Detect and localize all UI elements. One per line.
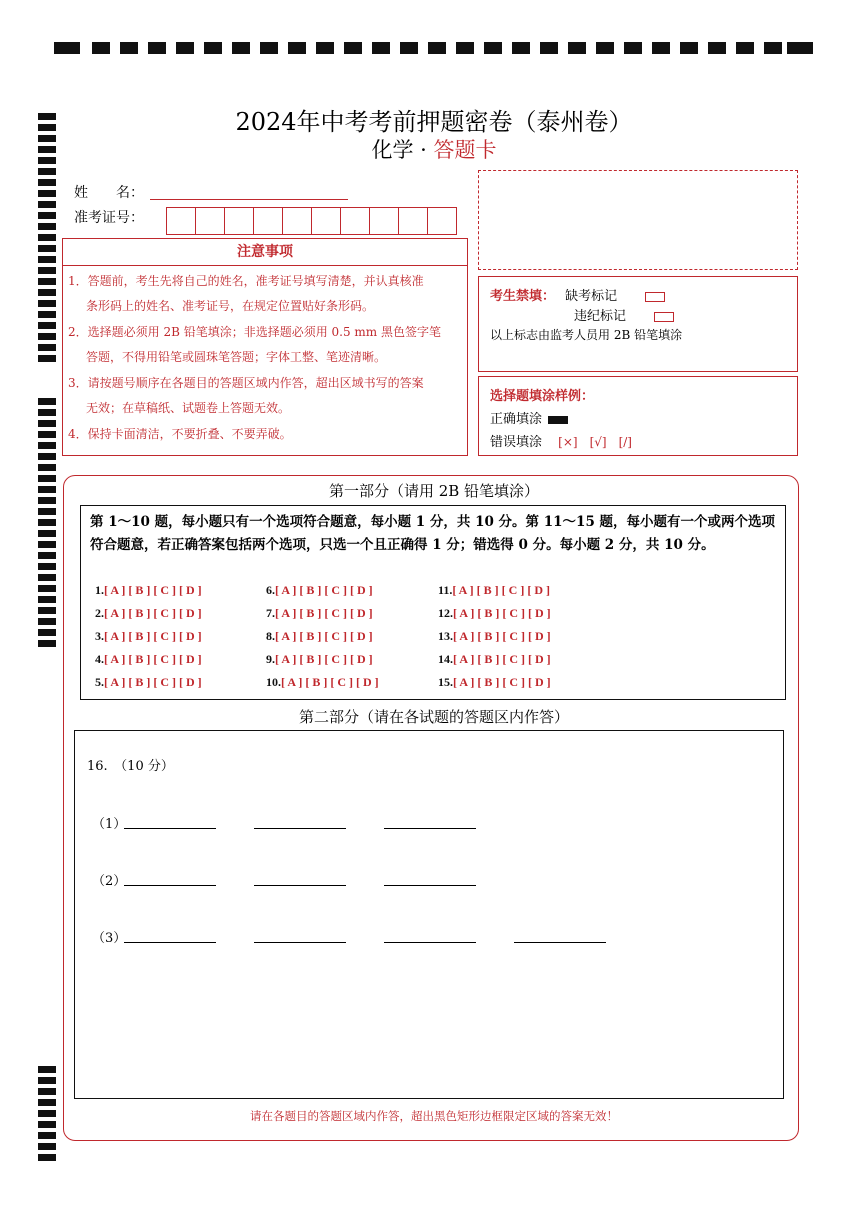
answer-blank[interactable] [124,828,216,829]
choice-question-row[interactable] [266,675,379,690]
id-digit-box[interactable] [283,208,312,234]
answer-options[interactable]: [ A ] [ B ] [ C ] [ D ] [104,606,202,620]
answer-options[interactable]: [ A ] [ B ] [ C ] [ D ] [453,652,551,666]
id-digit-box[interactable] [225,208,254,234]
sub-question-3-label: （3） [92,931,127,946]
footer-warning: 请在各题目的答题区域内作答，超出黑色矩形边框限定区域的答案无效！ [250,1109,618,1123]
answer-blank[interactable] [254,828,346,829]
timing-mark [260,42,278,54]
question-number: 13. [438,629,453,643]
answer-blank[interactable] [384,828,476,829]
timing-mark [38,552,56,559]
timing-mark [38,1132,56,1139]
timing-mark [38,420,56,427]
answer-options[interactable]: [ A ] [ B ] [ C ] [ D ] [104,629,202,643]
id-digit-box[interactable] [370,208,399,234]
choice-question-row[interactable] [95,583,202,598]
notice-line: 3．请按题号顺序在各题目的答题区域内作答，超出区域书写的答案 [68,376,424,390]
choice-question-row[interactable] [95,675,202,690]
timing-mark [38,640,56,647]
answer-blank[interactable] [124,885,216,886]
question-number: 5. [95,675,104,689]
timing-mark [596,42,614,54]
timing-mark [38,574,56,581]
answer-options[interactable]: [ A ] [ B ] [ C ] [ D ] [453,606,551,620]
timing-mark [568,42,586,54]
timing-mark [92,42,110,54]
timing-mark [38,1077,56,1084]
sub-question-2-label: （2） [92,874,127,889]
correct-fill-row [490,408,568,427]
notice-line: 条形码上的姓名、准考证号，在规定位置贴好条形码。 [86,299,375,313]
answer-options[interactable]: [ A ] [ B ] [ C ] [ D ] [452,583,550,597]
answer-options[interactable]: [ A ] [ B ] [ C ] [ D ] [104,675,202,689]
timing-mark [38,168,56,175]
part2-box [74,730,784,1099]
timing-mark [38,311,56,318]
choice-question-row[interactable] [438,606,551,621]
question-number: 10. [266,675,281,689]
timing-mark [38,464,56,471]
question-number: 3. [95,629,104,643]
forbidden-row-violation [574,305,674,324]
timing-mark [38,596,56,603]
id-digit-box[interactable] [167,208,196,234]
choice-question-row[interactable] [438,652,551,667]
timing-mark [456,42,474,54]
answer-options[interactable]: [ A ] [ B ] [ C ] [ D ] [453,675,551,689]
timing-mark [787,42,813,54]
correct-fill-label: 正确填涂 [490,412,543,427]
answer-blank[interactable] [514,942,606,943]
timing-mark [38,355,56,362]
notice-line: 2．选择题必须用 2B 铅笔填涂；非选择题必须用 0.5 mm 黑色签字笔 [68,325,442,339]
timing-mark [38,519,56,526]
timing-mark [38,278,56,285]
id-digit-box[interactable] [312,208,341,234]
question-number: 14. [438,652,453,666]
timing-mark [120,42,138,54]
timing-mark [38,201,56,208]
forbidden-note: 以上标志由监考人员用 2B 铅笔填涂 [490,328,683,342]
question-number: 11. [438,583,453,597]
timing-mark [38,398,56,405]
timing-mark [38,1154,56,1161]
id-digit-box[interactable] [341,208,370,234]
answer-options[interactable]: [ A ] [ B ] [ C ] [ D ] [275,583,373,597]
name-field[interactable] [150,199,348,200]
fill-example-title: 选择题填涂样例： [490,389,595,404]
page-title: 2024年中考考前押题密卷（泰州卷） [235,108,633,136]
timing-mark [652,42,670,54]
timing-mark [38,431,56,438]
timing-mark [372,42,390,54]
timing-marks-top [54,42,814,56]
filled-mark-icon [548,416,568,424]
timing-mark [764,42,782,54]
timing-mark [38,607,56,614]
question-number: 7. [266,606,275,620]
timing-mark [38,289,56,296]
timing-mark [148,42,166,54]
timing-mark [38,530,56,537]
forbidden-row-absent [490,285,665,304]
timing-mark [38,629,56,636]
timing-mark [708,42,726,54]
answer-options[interactable]: [ A ] [ B ] [ C ] [ D ] [275,652,373,666]
timing-mark [38,234,56,241]
choice-question-row[interactable] [438,583,550,598]
notice-header-box [62,238,468,266]
timing-mark [38,585,56,592]
choice-question-row[interactable] [95,606,202,621]
question-number: 1. [95,583,104,597]
timing-mark [176,42,194,54]
answer-blank[interactable] [254,885,346,886]
timing-mark [38,245,56,252]
id-digit-box[interactable] [399,208,428,234]
timing-mark [38,453,56,460]
timing-mark [484,42,502,54]
timing-mark [540,42,558,54]
question-number: 15. [438,675,453,689]
answer-options[interactable]: [ A ] [ B ] [ C ] [ D ] [281,675,379,689]
notice-line: 1．答题前，考生先将自己的姓名，准考证号填写清楚，并认真核准 [68,274,424,288]
id-digit-box[interactable] [254,208,283,234]
timing-mark [38,212,56,219]
question-number: 9. [266,652,275,666]
timing-mark [38,256,56,263]
notice-line: 无效；在草稿纸、试题卷上答题无效。 [86,401,291,415]
choice-question-row[interactable] [95,652,202,667]
answer-blank[interactable] [124,942,216,943]
answer-options[interactable]: [ A ] [ B ] [ C ] [ D ] [275,629,373,643]
sub-question-1-label: （1） [92,817,127,832]
timing-mark [38,563,56,570]
question-number: 2. [95,606,104,620]
question-16-label: 16. （10 分） [87,759,174,774]
id-label: 准考证号： [74,210,144,226]
question-number: 12. [438,606,453,620]
timing-mark [38,541,56,548]
answer-options[interactable]: [ A ] [ B ] [ C ] [ D ] [104,652,202,666]
timing-mark [38,267,56,274]
timing-mark [38,1143,56,1150]
choice-question-row[interactable] [266,629,373,644]
wrong-fill-marks: [×] [√] [/] [558,435,632,449]
violation-mark-box[interactable] [654,312,674,322]
timing-mark [38,333,56,340]
wrong-fill-row [490,431,632,450]
choice-question-row[interactable] [95,629,202,644]
timing-mark [38,409,56,416]
timing-mark [38,618,56,625]
timing-mark [232,42,250,54]
question-number: 6. [266,583,275,597]
notice-line: 答题，不得用铅笔或圆珠笔答题；字体工整、笔迹清晰。 [86,350,387,364]
timing-mark [38,1088,56,1095]
subtitle-answer-sheet: 答题卡 [433,138,497,162]
timing-mark [680,42,698,54]
timing-mark [38,179,56,186]
timing-mark [512,42,530,54]
timing-mark [38,223,56,230]
absent-label: 缺考标记 [565,289,618,304]
timing-mark [38,190,56,197]
timing-mark [736,42,754,54]
question-number: 4. [95,652,104,666]
answer-blank[interactable] [384,885,476,886]
answer-options[interactable]: [ A ] [ B ] [ C ] [ D ] [453,629,551,643]
timing-mark [400,42,418,54]
choice-question-row[interactable] [438,675,551,690]
timing-mark [38,442,56,449]
answer-options[interactable]: [ A ] [ B ] [ C ] [ D ] [104,583,202,597]
timing-mark [316,42,334,54]
part1-heading: 第一部分（请用 2B 铅笔填涂） [328,482,540,500]
id-digit-box[interactable] [428,208,456,234]
part1-instruction: 第 1～10 题，每小题只有一个选项符合题意，每小题 1 分，共 10 分。第 11～15 题，每小题有一个或两个选项符合题意，若正确答案包括两个选项，只选一个且正确得 1 分；错选得 0 分。每小题 2 分，共 10 分。 [90,514,776,553]
id-digit-box[interactable] [196,208,225,234]
name-label: 姓 名： [74,185,144,201]
question-number: 8. [266,629,275,643]
forbidden-title: 考生禁填： [490,289,556,304]
subtitle-subject: 化学 · [371,138,434,162]
answer-blank[interactable] [254,942,346,943]
timing-mark [38,300,56,307]
notice-line: 4．保持卡面清洁，不要折叠、不要弄破。 [68,427,292,441]
timing-mark [38,322,56,329]
barcode-area [478,170,798,270]
choice-question-row[interactable] [266,583,373,598]
timing-mark [428,42,446,54]
timing-mark [624,42,642,54]
timing-mark [344,42,362,54]
answer-blank[interactable] [384,942,476,943]
timing-mark [204,42,222,54]
choice-question-row[interactable] [438,629,551,644]
timing-mark [38,1066,56,1073]
choice-question-row[interactable] [266,606,373,621]
absent-mark-box[interactable] [645,292,665,302]
choice-question-row[interactable] [266,652,373,667]
notice-title: 注意事项 [237,244,293,260]
violation-label: 违纪标记 [574,309,627,324]
timing-mark [54,42,80,54]
timing-mark [288,42,306,54]
answer-options[interactable]: [ A ] [ B ] [ C ] [ D ] [275,606,373,620]
wrong-fill-label: 错误填涂 [490,435,543,450]
exam-id-boxes[interactable] [166,207,457,235]
timing-mark [38,1099,56,1106]
part2-heading: 第二部分（请在各试题的答题区内作答） [298,708,569,726]
timing-mark [38,508,56,515]
timing-mark [38,344,56,351]
page-subtitle [0,134,868,164]
